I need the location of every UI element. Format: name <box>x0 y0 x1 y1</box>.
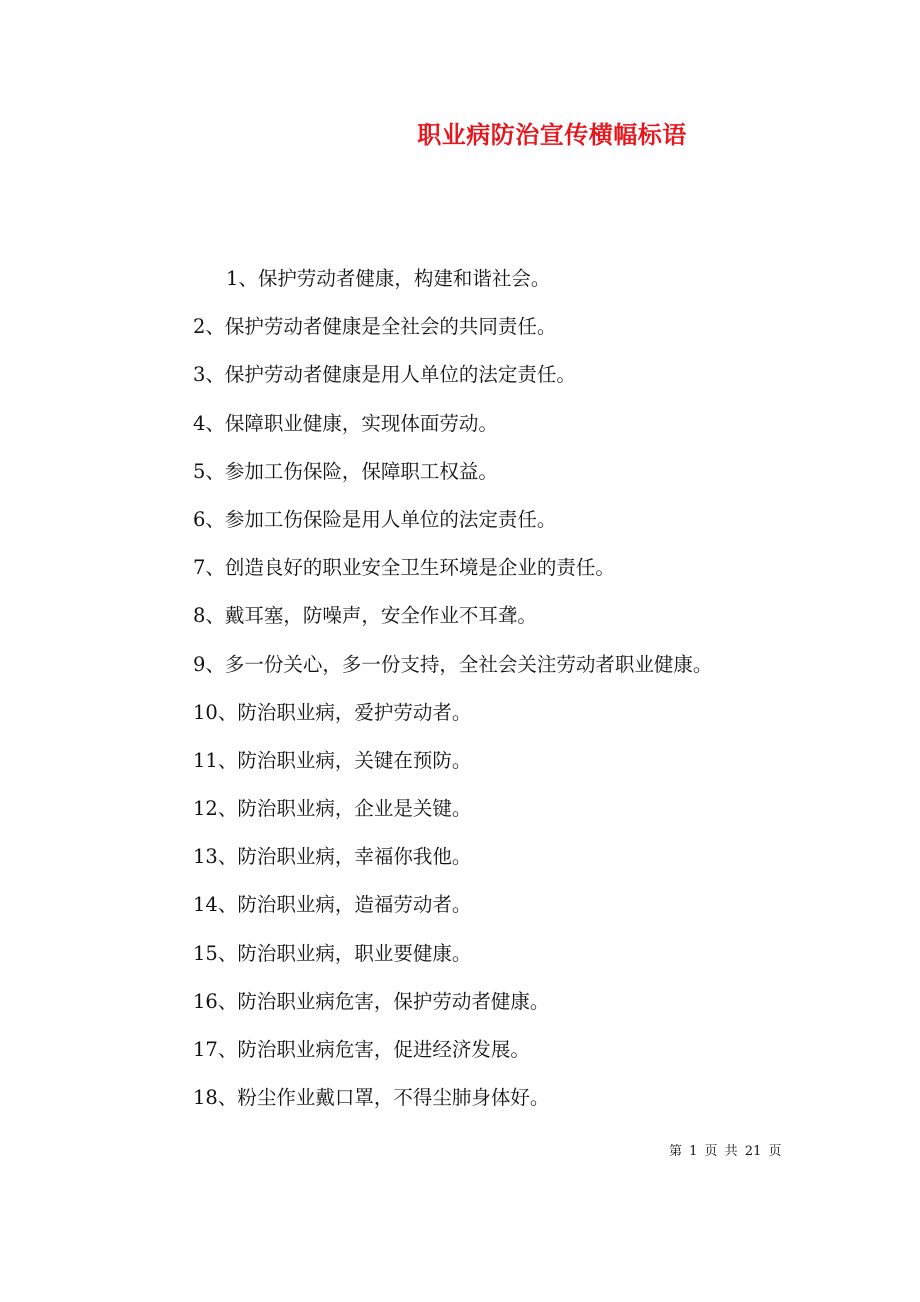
list-item: 1、保护劳动者健康，构建和谐社会。 <box>226 267 551 290</box>
slogan-list <box>0 262 920 1129</box>
list-item: 5、参加工伤保险，保障职工权益。 <box>193 459 498 483</box>
list-item: 8、戴耳塞，防噪声，安全作业不耳聋。 <box>193 604 537 628</box>
list-item: 7、创造良好的职业安全卫生环境是企业的责任。 <box>193 556 615 580</box>
list-item: 18、粉尘作业戴口罩，不得尘肺身体好。 <box>193 1086 550 1110</box>
list-item: 16、防治职业病危害，保护劳动者健康。 <box>193 989 550 1013</box>
list-item: 13、防治职业病，幸福你我他。 <box>193 845 472 869</box>
list-item: 3、保护劳动者健康是用人单位的法定责任。 <box>193 363 576 387</box>
document-title: 职业病防治宣传横幅标语 <box>417 120 687 149</box>
list-item: 11、防治职业病，关键在预防。 <box>193 748 472 772</box>
list-item: 15、防治职业病，职业要健康。 <box>193 941 472 965</box>
list-item: 17、防治职业病危害，促进经济发展。 <box>193 1038 530 1061</box>
page-number-footer: 第 1 页 共 21 页 <box>669 1144 782 1159</box>
list-item: 12、防治职业病，企业是关键。 <box>193 797 472 821</box>
list-item: 14、防治职业病，造福劳动者。 <box>193 893 472 917</box>
list-item: 2、保护劳动者健康是全社会的共同责任。 <box>193 315 557 339</box>
list-item: 6、参加工伤保险是用人单位的法定责任。 <box>193 507 557 531</box>
list-item: 4、保障职业健康，实现体面劳动。 <box>193 411 498 435</box>
list-item: 9、多一份关心，多一份支持，全社会关注劳动者职业健康。 <box>193 652 713 676</box>
list-item: 10、防治职业病，爱护劳动者。 <box>193 700 472 724</box>
